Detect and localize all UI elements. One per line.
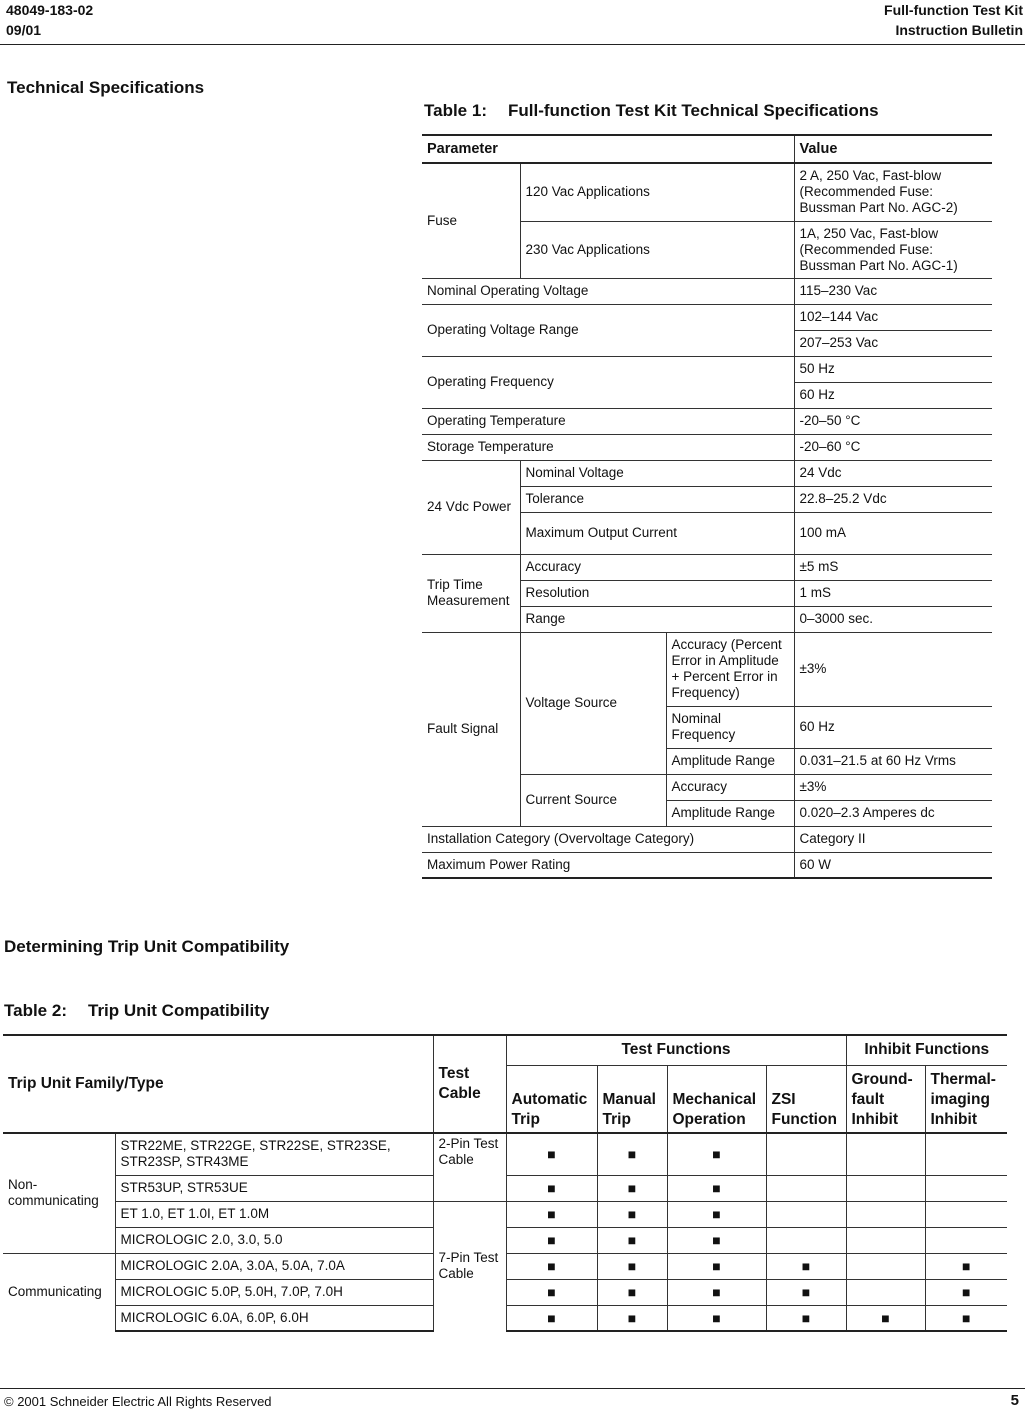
mark-mechanical-operation: ■ [667, 1305, 766, 1331]
mark-mechanical-operation: ■ [667, 1133, 766, 1175]
mark-automatic-trip: ■ [506, 1305, 597, 1331]
trip-time-resolution-value: 1 mS [794, 580, 992, 606]
table1-caption-text: Full-function Test Kit Technical Specifications [508, 101, 879, 120]
mark-manual-trip: ■ [597, 1175, 667, 1201]
trip-time-resolution-label: Resolution [520, 580, 794, 606]
cs-accuracy-label: Accuracy [666, 774, 794, 800]
trip-time-accuracy-label: Accuracy [520, 554, 794, 580]
storage-temperature-value: -20–60 °C [794, 434, 992, 460]
trip-unit-compatibility-table [3, 1034, 1007, 1332]
mark-thermal-imaging-inhibit: ■ [925, 1279, 1007, 1305]
empty-cell [766, 1227, 846, 1253]
vs-frequency-value: 60 Hz [794, 706, 992, 748]
table1-caption-number: Table 1: [424, 101, 487, 120]
table2-header-zsi-function: ZSI Function [766, 1065, 846, 1133]
fault-signal-label: Fault Signal [422, 632, 520, 826]
trip-unit-type: STR22ME, STR22GE, STR22SE, STR23SE, STR23SP, STR43ME [115, 1133, 433, 1175]
section-title-technical-specifications: Technical Specifications [7, 78, 205, 97]
table2-caption-number: Table 2: [4, 1001, 67, 1020]
table-row [422, 356, 992, 382]
mark-automatic-trip: ■ [506, 1227, 597, 1253]
mark-mechanical-operation: ■ [667, 1227, 766, 1253]
empty-cell [846, 1201, 925, 1227]
mark-zsi-function: ■ [766, 1305, 846, 1331]
installation-category-value: Category II [794, 826, 992, 852]
table2-header-thermal-imaging-inhibit: Thermal-imaging Inhibit [925, 1065, 1007, 1133]
mark-manual-trip: ■ [597, 1227, 667, 1253]
mark-mechanical-operation: ■ [667, 1253, 766, 1279]
frequency-value-1: 50 Hz [794, 356, 992, 382]
table2-header-cable: Test Cable [433, 1035, 506, 1133]
mark-automatic-trip: ■ [506, 1201, 597, 1227]
doc-title: Full-function Test Kit [884, 2, 1023, 18]
voltage-source-label: Voltage Source [520, 632, 666, 774]
empty-cell [846, 1175, 925, 1201]
header-doc-info [6, 0, 93, 40]
mark-mechanical-operation: ■ [667, 1279, 766, 1305]
table2-caption-text: Trip Unit Compatibility [88, 1001, 270, 1020]
section-title-trip-unit-compatibility: Determining Trip Unit Compatibility [4, 937, 290, 956]
table-row [422, 632, 992, 706]
table-row [422, 434, 992, 460]
installation-category-label: Installation Category (Overvoltage Category) [422, 826, 794, 852]
mark-mechanical-operation: ■ [667, 1201, 766, 1227]
operating-temperature-label: Operating Temperature [422, 408, 794, 434]
table1-caption [424, 101, 879, 121]
mark-manual-trip: ■ [597, 1279, 667, 1305]
table2-header-mechanical-operation: Mechanical Operation [667, 1065, 766, 1133]
empty-cell [766, 1133, 846, 1175]
mark-automatic-trip: ■ [506, 1133, 597, 1175]
table-row [422, 163, 992, 221]
mark-ground-fault-inhibit: ■ [846, 1305, 925, 1331]
footer-rule [0, 1388, 1025, 1389]
table-row [422, 408, 992, 434]
mark-mechanical-operation: ■ [667, 1175, 766, 1201]
trip-unit-type: STR53UP, STR53UE [115, 1175, 433, 1201]
fuse-230-label: 230 Vac Applications [520, 221, 794, 278]
doc-date: 09/01 [6, 22, 42, 38]
voltage-range-label: Operating Voltage Range [422, 304, 794, 356]
power24-tolerance-value: 22.8–25.2 Vdc [794, 486, 992, 512]
trip-unit-type: ET 1.0, ET 1.0I, ET 1.0M [115, 1201, 433, 1227]
power24-nominal-value: 24 Vdc [794, 460, 992, 486]
power24-tolerance-label: Tolerance [520, 486, 794, 512]
mark-zsi-function: ■ [766, 1253, 846, 1279]
fuse-230-value: 1A, 250 Vac, Fast-blow (Recommended Fuse: Bussman Part No. AGC-1) [794, 221, 992, 278]
empty-cell [925, 1201, 1007, 1227]
mark-manual-trip: ■ [597, 1305, 667, 1331]
fuse-120-value: 2 A, 250 Vac, Fast-blow (Recommended Fuse: Bussman Part No. AGC-2) [794, 163, 992, 221]
technical-specifications-table [422, 134, 992, 879]
mark-zsi-function: ■ [766, 1279, 846, 1305]
empty-cell [925, 1133, 1007, 1175]
table-row [422, 304, 992, 330]
mark-thermal-imaging-inhibit: ■ [925, 1253, 1007, 1279]
table-row [422, 460, 992, 486]
communicating-label: Communicating [3, 1253, 115, 1331]
trip-time-accuracy-value: ±5 mS [794, 554, 992, 580]
mark-automatic-trip: ■ [506, 1175, 597, 1201]
power24-max-value: 100 mA [794, 512, 992, 554]
fuse-label: Fuse [422, 163, 520, 278]
max-power-label: Maximum Power Rating [422, 852, 794, 878]
current-source-label: Current Source [520, 774, 666, 826]
mark-automatic-trip: ■ [506, 1279, 597, 1305]
voltage-range-value-1: 102–144 Vac [794, 304, 992, 330]
table-row [3, 1201, 1007, 1227]
doc-subtitle: Instruction Bulletin [895, 22, 1023, 38]
mark-manual-trip: ■ [597, 1253, 667, 1279]
power24-max-label: Maximum Output Current [520, 512, 794, 554]
mark-thermal-imaging-inhibit: ■ [925, 1305, 1007, 1331]
mark-manual-trip: ■ [597, 1133, 667, 1175]
table2-header-group-row [3, 1035, 1007, 1065]
vs-frequency-label: Nominal Frequency [666, 706, 794, 748]
page-number: 5 [1010, 1392, 1019, 1409]
operating-temperature-value: -20–50 °C [794, 408, 992, 434]
trip-time-range-label: Range [520, 606, 794, 632]
table1-header-value: Value [794, 135, 992, 163]
table-row [422, 278, 992, 304]
empty-cell [846, 1133, 925, 1175]
table2-header-manual-trip: Manual Trip [597, 1065, 667, 1133]
table-row [3, 1133, 1007, 1175]
table1-header-row [422, 135, 992, 163]
noncommunicating-label: Non-communicating [3, 1133, 115, 1253]
trip-unit-type: MICROLOGIC 2.0A, 3.0A, 5.0A, 7.0A [115, 1253, 433, 1279]
empty-cell [846, 1227, 925, 1253]
doc-number: 48049-183-02 [6, 2, 94, 18]
table2-header-ground-fault-inhibit: Ground-fault Inhibit [846, 1065, 925, 1133]
trip-unit-type: MICROLOGIC 5.0P, 5.0H, 7.0P, 7.0H [115, 1279, 433, 1305]
table-row [422, 826, 992, 852]
mark-manual-trip: ■ [597, 1201, 667, 1227]
max-power-value: 60 W [794, 852, 992, 878]
empty-cell [925, 1227, 1007, 1253]
table2-header-inhibit-functions: Inhibit Functions [846, 1035, 1007, 1065]
cs-amplitude-value: 0.020–2.3 Amperes dc [794, 800, 992, 826]
cs-accuracy-value: ±3% [794, 774, 992, 800]
header-title-block [884, 0, 1023, 40]
vs-amplitude-value: 0.031–21.5 at 60 Hz Vrms [794, 748, 992, 774]
power24-label: 24 Vdc Power [422, 460, 520, 554]
mark-automatic-trip: ■ [506, 1253, 597, 1279]
trip-unit-type: MICROLOGIC 2.0, 3.0, 5.0 [115, 1227, 433, 1253]
table-row [422, 554, 992, 580]
vs-amplitude-label: Amplitude Range [666, 748, 794, 774]
fuse-120-label: 120 Vac Applications [520, 163, 794, 221]
empty-cell [925, 1175, 1007, 1201]
trip-unit-type: MICROLOGIC 6.0A, 6.0P, 6.0H [115, 1305, 433, 1331]
empty-cell [766, 1201, 846, 1227]
cable-2pin: 2-Pin Test Cable [433, 1133, 506, 1201]
vs-accuracy-value: ±3% [794, 632, 992, 706]
power24-nominal-label: Nominal Voltage [520, 460, 794, 486]
frequency-label: Operating Frequency [422, 356, 794, 408]
table2-caption [4, 1001, 269, 1021]
voltage-range-value-2: 207–253 Vac [794, 330, 992, 356]
trip-time-range-value: 0–3000 sec. [794, 606, 992, 632]
empty-cell [766, 1175, 846, 1201]
table2-header-family: Trip Unit Family/Type [3, 1035, 433, 1133]
nominal-voltage-value: 115–230 Vac [794, 278, 992, 304]
nominal-voltage-label: Nominal Operating Voltage [422, 278, 794, 304]
storage-temperature-label: Storage Temperature [422, 434, 794, 460]
empty-cell [846, 1253, 925, 1279]
cs-amplitude-label: Amplitude Range [666, 800, 794, 826]
frequency-value-2: 60 Hz [794, 382, 992, 408]
trip-time-label: Trip Time Measurement [422, 554, 520, 632]
cable-7pin: 7-Pin Test Cable [433, 1201, 506, 1331]
table2-header-test-functions: Test Functions [506, 1035, 846, 1065]
vs-accuracy-label: Accuracy (Percent Error in Amplitude + Percent Error in Frequency) [666, 632, 794, 706]
header-rule [0, 44, 1025, 45]
table-row [422, 852, 992, 878]
empty-cell [846, 1279, 925, 1305]
table1-header-parameter: Parameter [422, 135, 794, 163]
footer-copyright: © 2001 Schneider Electric All Rights Reserved [4, 1394, 272, 1409]
table2-header-automatic-trip: Automatic Trip [506, 1065, 597, 1133]
